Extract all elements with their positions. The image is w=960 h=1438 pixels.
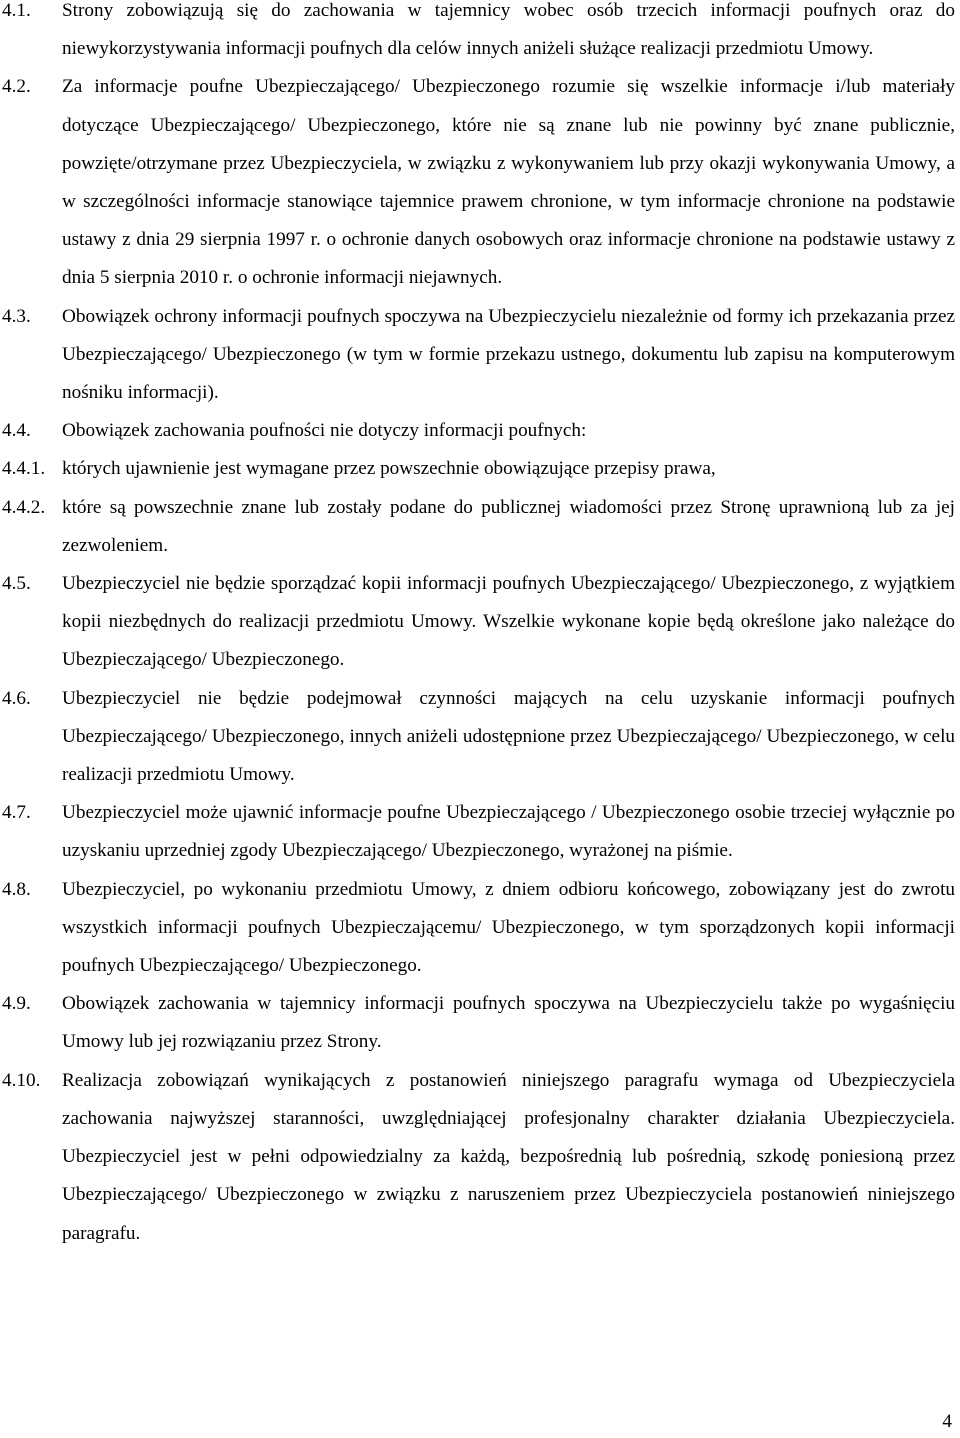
- clause-number: 4.7.: [2, 802, 31, 824]
- clause-text: Strony zobowiązują się do zachowania w tajemnicy wobec osób trzecich informacji poufnych oraz do niewykorzystywania informacji poufnych dla celów innych aniżeli służące realizacji przedmiotu Umowy.: [62, 0, 955, 60]
- clause-text: Realizacja zobowiązań wynikających z postanowień niniejszego paragrafu wymaga od Ubezpieczyciela zachowania najwyższej staranności, uwzględniającej profesjonalny charakter działania Ubezpieczyciela. Ubezpieczyciel jest w pełni odpowiedzialny za każdą, bezpośrednią lub pośrednią, szkodę poniesioną przez Ubezpieczającego/ Ubezpieczonego w związku z naruszeniem przez Ubezpieczyciela postanowień niniejszego paragrafu.: [62, 1069, 955, 1244]
- clause-text: Obowiązek ochrony informacji poufnych spoczywa na Ubezpieczycielu niezależnie od formy ich przekazania przez Ubezpieczającego/ Ubezpieczonego (w tym w formie przekazu ustnego, dokumentu lub zapisu na komputerowym nośniku informacji).: [62, 305, 955, 404]
- clause-4-7: [0, 794, 955, 870]
- clause-4-10: [0, 1062, 955, 1253]
- clause-number: 4.1.: [2, 0, 31, 21]
- clause-text: Ubezpieczyciel nie będzie podejmował czynności mających na celu uzyskanie informacji poufnych Ubezpieczającego/ Ubezpieczonego, innych aniżeli udostępnione przez Ubezpieczającego/ Ubezpieczonego, w celu realizacji przedmiotu Umowy.: [62, 687, 955, 786]
- clause-number: 4.4.1.: [2, 458, 46, 480]
- clause-number: 4.4.: [2, 420, 31, 442]
- clause-text: Ubezpieczyciel może ujawnić informacje poufne Ubezpieczającego / Ubezpieczonego osobie trzeciej wyłącznie po uzyskaniu uprzedniej zgody Ubezpieczającego/ Ubezpieczonego, wyrażonej na piśmie.: [62, 802, 955, 862]
- clause-text: Ubezpieczyciel nie będzie sporządzać kopii informacji poufnych Ubezpieczającego/ Ubezpieczonego, z wyjątkiem kopii niezbędnych do realizacji przedmiotu Umowy. Wszelkie wykonane kopie będą określone jako należące do Ubezpieczającego/ Ubezpieczonego.: [62, 573, 955, 671]
- clause-4-3: [0, 298, 955, 413]
- clause-text: których ujawnienie jest wymagane przez powszechnie obowiązujące przepisy prawa,: [62, 458, 716, 480]
- clause-number: 4.9.: [2, 993, 31, 1015]
- page-number: 4: [942, 1411, 952, 1432]
- clause-4-8: [0, 871, 955, 986]
- clause-number: 4.8.: [2, 878, 31, 900]
- clause-4-1: [0, 0, 955, 68]
- clause-number: 4.4.2.: [2, 496, 46, 518]
- clause-text: które są powszechnie znane lub zostały podane do publicznej wiadomości przez Stronę uprawnioną lub za jej zezwoleniem.: [62, 496, 955, 556]
- clause-text: Obowiązek zachowania poufności nie dotyczy informacji poufnych:: [62, 420, 587, 442]
- clause-4-9: [0, 985, 955, 1061]
- clause-number: 4.5.: [2, 573, 31, 595]
- clause-text: Za informacje poufne Ubezpieczającego/ Ubezpieczonego rozumie się wszelkie informacje i/lub materiały dotyczące Ubezpieczającego/ Ubezpieczonego, które nie są znane lub nie powinny być znane publicznie, powzięte/otrzymane przez Ubezpieczyciela, w związku z wykonywaniem lub przy okazji wykonywania Umowy, a w szczególności informacje stanowiące tajemnice prawem chronione, w tym informacje chronione na podstawie ustawy z dnia 29 sierpnia 1997 r. o ochronie danych osobowych oraz informacje chronione na podstawie ustawy z dnia 5 sierpnia 2010 r. o ochronie informacji niejawnych.: [62, 76, 955, 289]
- clause-number: 4.10.: [2, 1069, 41, 1091]
- clause-text: Ubezpieczyciel, po wykonaniu przedmiotu Umowy, z dniem odbioru końcowego, zobowiązany jest do zwrotu wszystkich informacji poufnych Ubezpieczającemu/ Ubezpieczonego, w tym sporządzonych kopii informacji poufnych Ubezpieczającego/ Ubezpieczonego.: [62, 878, 955, 977]
- clause-number: 4.2.: [2, 76, 31, 98]
- clause-number: 4.3.: [2, 305, 31, 327]
- clause-4-4-2: [0, 489, 955, 565]
- clause-4-4: [0, 412, 955, 450]
- clause-4-4-1: [0, 450, 955, 488]
- clause-4-2: [0, 68, 955, 297]
- clause-4-5: [0, 565, 955, 680]
- clause-number: 4.6.: [2, 687, 31, 709]
- clause-4-6: [0, 680, 955, 795]
- clause-text: Obowiązek zachowania w tajemnicy informacji poufnych spoczywa na Ubezpieczycielu także po wygaśnięciu Umowy lub jej rozwiązaniu przez Strony.: [62, 993, 955, 1053]
